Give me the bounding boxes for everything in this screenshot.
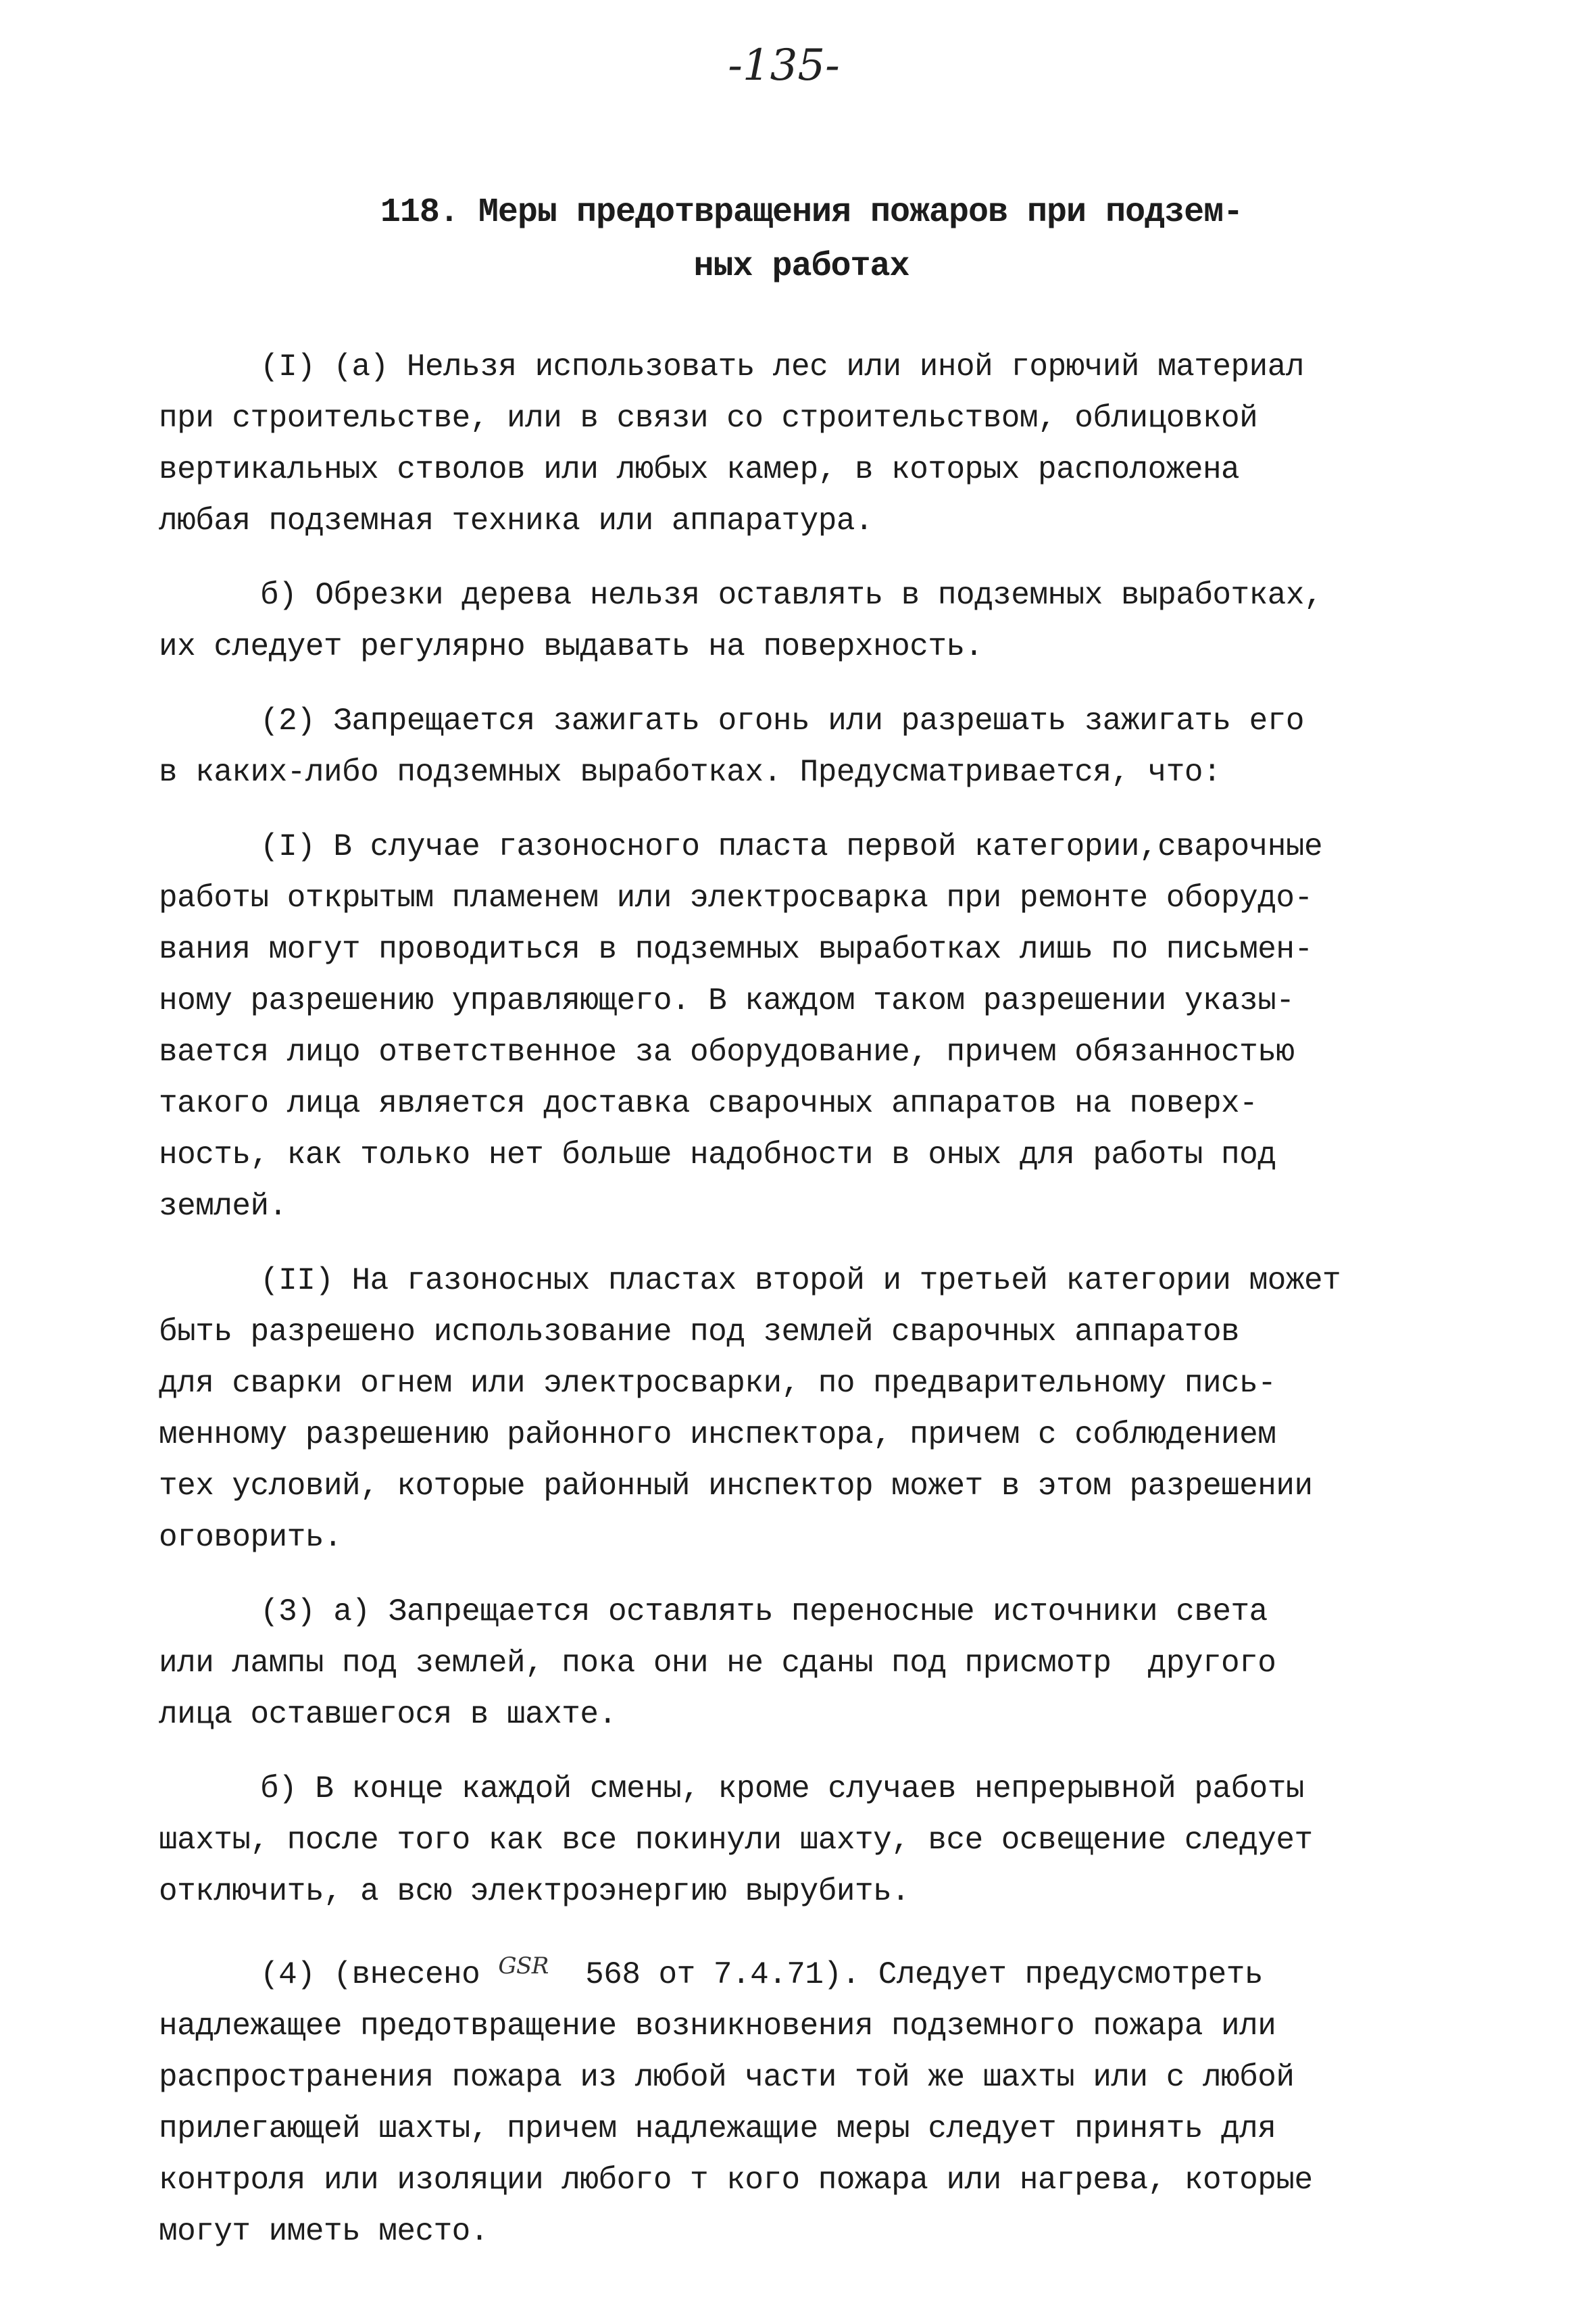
paragraph-4 — [159, 821, 1470, 1232]
text-line: вертикальных стволов или любых камер, в которых расположена — [159, 452, 1240, 487]
text-line: шахты, после того как все покинули шахту, все освещение следует — [159, 1823, 1313, 1858]
heading-line-2: ных работах — [693, 247, 909, 286]
text-line: (2) Запрещается зажигать огонь или разрешать зажигать его — [260, 704, 1304, 739]
text-line: б) В конце каждой смены, кроме случаев непрерывной работы — [260, 1771, 1304, 1806]
text-line: отключить, а всю электроэнергию вырубить. — [159, 1874, 910, 1909]
paragraph-5 — [159, 1255, 1470, 1563]
text-line: такого лица является доставка сварочных аппаратов на поверх- — [159, 1086, 1258, 1121]
text-line: для сварки огнем или электросварки, по предварительному пись- — [159, 1366, 1276, 1401]
document-body — [159, 341, 1470, 2257]
text-line: ному разрешению управляющего. В каждом таком разрешении указы- — [159, 983, 1295, 1018]
text-line: любая подземная техника или аппаратура. — [159, 503, 874, 539]
text-line: (I) (а) Нельзя использовать лес или иной горючий материал — [260, 349, 1304, 385]
text-line: б) Обрезки дерева нельзя оставлять в подземных выработках, — [260, 578, 1323, 613]
text-line: вается лицо ответственное за оборудование, причем обязанностью — [159, 1035, 1295, 1070]
text-line: лица оставшегося в шахте. — [159, 1697, 617, 1732]
text-line: распространения пожара из любой части той же шахты или с любой — [159, 2060, 1295, 2095]
text-line: (3) а) Запрещается оставлять переносные источники света — [260, 1594, 1268, 1629]
text-fragment: (4) (внесено — [260, 1957, 499, 1992]
text-fragment: 568 от 7.4.71). Следует предусмотреть — [548, 1957, 1263, 1992]
text-line: (I) В случае газоносного пласта первой категории,сварочные — [260, 829, 1323, 864]
text-line: землей. — [159, 1189, 287, 1224]
paragraph-2 — [159, 570, 1470, 672]
paragraph-8 — [159, 1940, 1470, 2257]
paragraph-6 — [159, 1586, 1470, 1740]
handwritten-annotation: GSR — [498, 1952, 549, 1979]
paragraph-1 — [159, 341, 1470, 547]
paragraph-3 — [159, 695, 1470, 798]
text-line: могут иметь место. — [159, 2214, 489, 2249]
page-number: -135- — [728, 41, 840, 91]
text-line: контроля или изоляции любого т кого пожара или нагрева, которые — [159, 2163, 1313, 2198]
text-line: менному разрешению районного инспектора, причем с соблюдением — [159, 1417, 1276, 1452]
text-line: вания могут проводиться в подземных выработках лишь по письмен- — [159, 932, 1313, 967]
text-line: быть разрешено использование под землей сварочных аппаратов — [159, 1314, 1240, 1350]
text-line: надлежащее предотвращение возникновения подземного пожара или — [159, 2009, 1276, 2044]
text-line: или лампы под землей, пока они не сданы под присмотр другого — [159, 1646, 1276, 1681]
text-line: ность, как только нет больше надобности в оных для работы под — [159, 1137, 1276, 1173]
text-line: при строительстве, или в связи со строительством, облицовкой — [159, 401, 1258, 436]
heading-line-1: 118. Меры предотвращения пожаров при подзем- — [380, 193, 1243, 232]
text-line: работы открытым пламенем или электросварка при ремонте оборудо- — [159, 881, 1313, 916]
text-line — [159, 1940, 1470, 2000]
section-heading — [0, 186, 1596, 294]
text-line: тех условий, которые районный инспектор может в этом разрешении — [159, 1469, 1313, 1504]
text-line: оговорить. — [159, 1520, 343, 1555]
text-line: их следует регулярно выдавать на поверхность. — [159, 629, 983, 664]
text-line: прилегающей шахты, причем надлежащие меры следует принять для — [159, 2111, 1276, 2146]
text-line: (II) На газоносных пластах второй и третьей категории может — [260, 1263, 1341, 1298]
text-line: в каких-либо подземных выработках. Предусматривается, что: — [159, 755, 1222, 790]
paragraph-7 — [159, 1763, 1470, 1917]
